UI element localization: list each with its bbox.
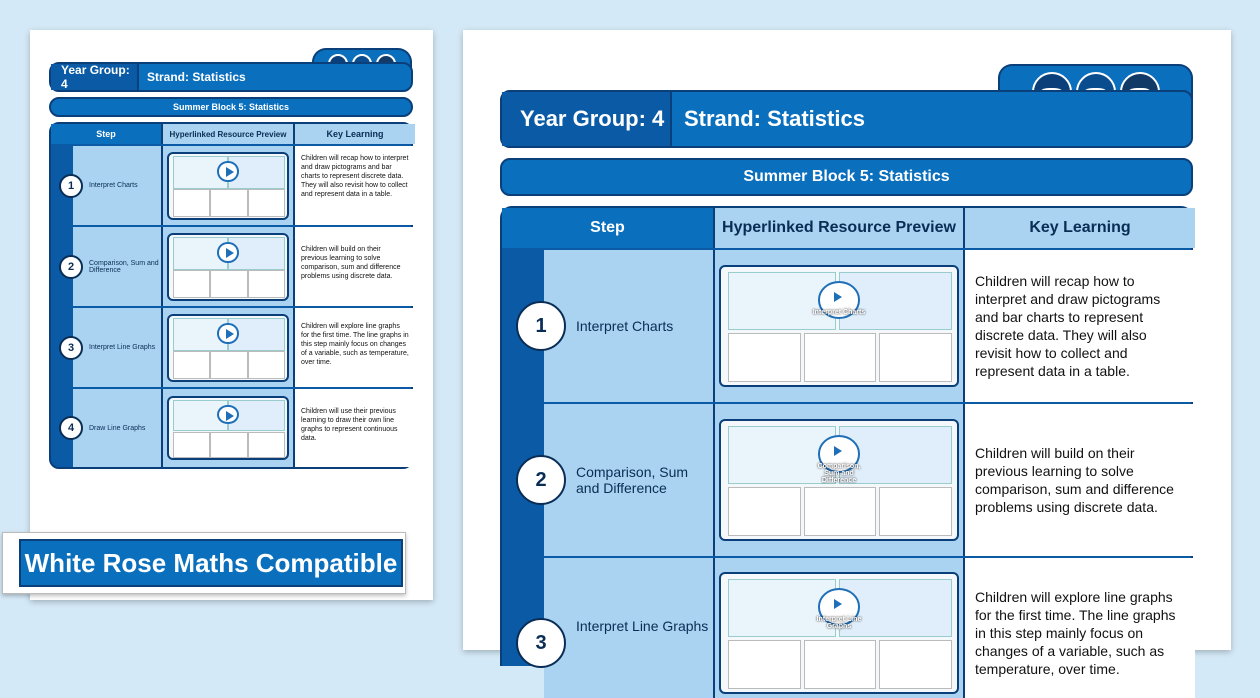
- key-learning-text: Children will recap how to interpret and draw pictograms and bar charts to represent discrete data. They will also revisit how to collect and represent data in a table.: [293, 146, 415, 225]
- year-group: Year Group: 4: [502, 92, 672, 146]
- resource-preview-cell: [161, 389, 293, 467]
- steps-table: [500, 206, 1193, 677]
- thumbnail-caption: Interpret Charts: [812, 309, 866, 317]
- column-header-key-learning: Key Learning: [293, 124, 415, 144]
- strand: Strand: Statistics: [147, 70, 246, 84]
- table-row: [535, 250, 713, 402]
- column-header-preview: Hyperlinked Resource Preview: [713, 208, 963, 248]
- resource-preview-cell: [713, 558, 963, 698]
- play-icon[interactable]: [217, 323, 238, 343]
- play-icon[interactable]: [217, 405, 238, 424]
- table-row: [535, 404, 713, 556]
- play-icon[interactable]: [217, 161, 238, 181]
- step-label: Interpret Charts: [89, 182, 138, 189]
- small-document-preview: [30, 30, 433, 600]
- resource-preview-cell: [161, 146, 293, 225]
- table-row: [67, 146, 161, 225]
- year-group: Year Group: 4: [51, 64, 139, 90]
- step-number: 1: [59, 174, 83, 198]
- steps-table: [49, 122, 413, 469]
- header-bar: [500, 90, 1193, 148]
- thumbnail-caption: Interpret Line Graphs: [816, 616, 862, 631]
- key-learning-text: Children will explore line graphs for the first time. The line graphs in this step mainly focus on changes of a variable, such as temperature, over time.: [293, 308, 415, 387]
- step-label: Comparison, Sum and Difference: [576, 464, 689, 496]
- key-learning-text: Children will use their previous learning to draw their own line graphs to represent continuous data.: [293, 389, 415, 467]
- resource-preview-cell: [713, 404, 963, 556]
- resource-thumbnail[interactable]: [719, 419, 959, 541]
- step-number: 4: [59, 416, 83, 440]
- key-learning-text: Children will build on their previous learning to solve comparison, sum and difference problems using discrete data.: [293, 227, 415, 306]
- step-label: Comparison, Sum and Difference: [89, 259, 159, 274]
- resource-preview-cell: [161, 227, 293, 306]
- table-row: [535, 558, 713, 698]
- large-document-preview: [463, 30, 1231, 677]
- step-number: 3: [516, 618, 566, 668]
- table-row: [67, 389, 161, 467]
- table-row: [67, 308, 161, 387]
- resource-thumbnail[interactable]: [167, 233, 289, 301]
- key-learning-text: Children will build on their previous learning to solve comparison, sum and difference problems using discrete data.: [963, 404, 1195, 556]
- compatibility-banner: [2, 532, 406, 594]
- key-learning-text: Children will recap how to interpret and draw pictograms and bar charts to represent discrete data. They will also revisit how to collect and represent data in a table.: [963, 250, 1195, 402]
- column-header-key-learning: Key Learning: [963, 208, 1195, 248]
- step-number: 2: [59, 255, 83, 279]
- column-header-preview: Hyperlinked Resource Preview: [161, 124, 293, 144]
- thumbnail-caption: Comparison, Sum and Difference: [817, 463, 861, 485]
- resource-thumbnail[interactable]: [167, 152, 289, 220]
- step-label: Interpret Charts: [576, 318, 674, 334]
- step-label: Draw Line Graphs: [89, 424, 146, 432]
- block-title: Summer Block 5: Statistics: [49, 97, 413, 117]
- resource-thumbnail[interactable]: [167, 396, 289, 460]
- step-label: Interpret Line Graphs: [576, 618, 709, 634]
- resource-preview-cell: [161, 308, 293, 387]
- step-number: 3: [59, 336, 83, 360]
- resource-preview-cell: [713, 250, 963, 402]
- play-icon[interactable]: [217, 242, 238, 262]
- step-number: 2: [516, 455, 566, 505]
- column-header-step: Step: [51, 124, 161, 144]
- header-bar: [49, 62, 413, 92]
- resource-thumbnail[interactable]: [167, 314, 289, 382]
- banner-text: White Rose Maths Compatible: [19, 539, 403, 587]
- resource-thumbnail[interactable]: [719, 265, 959, 387]
- block-title: Summer Block 5: Statistics: [500, 158, 1193, 196]
- resource-thumbnail[interactable]: [719, 572, 959, 694]
- step-number: 1: [516, 301, 566, 351]
- column-header-step: Step: [502, 208, 713, 248]
- key-learning-text: Children will explore line graphs for the first time. The line graphs in this step mainly focus on changes of a variable, such as temperature, over time.: [963, 558, 1195, 698]
- strand: Strand: Statistics: [684, 106, 865, 131]
- step-label: Interpret Line Graphs: [89, 344, 156, 351]
- table-row: [67, 227, 161, 306]
